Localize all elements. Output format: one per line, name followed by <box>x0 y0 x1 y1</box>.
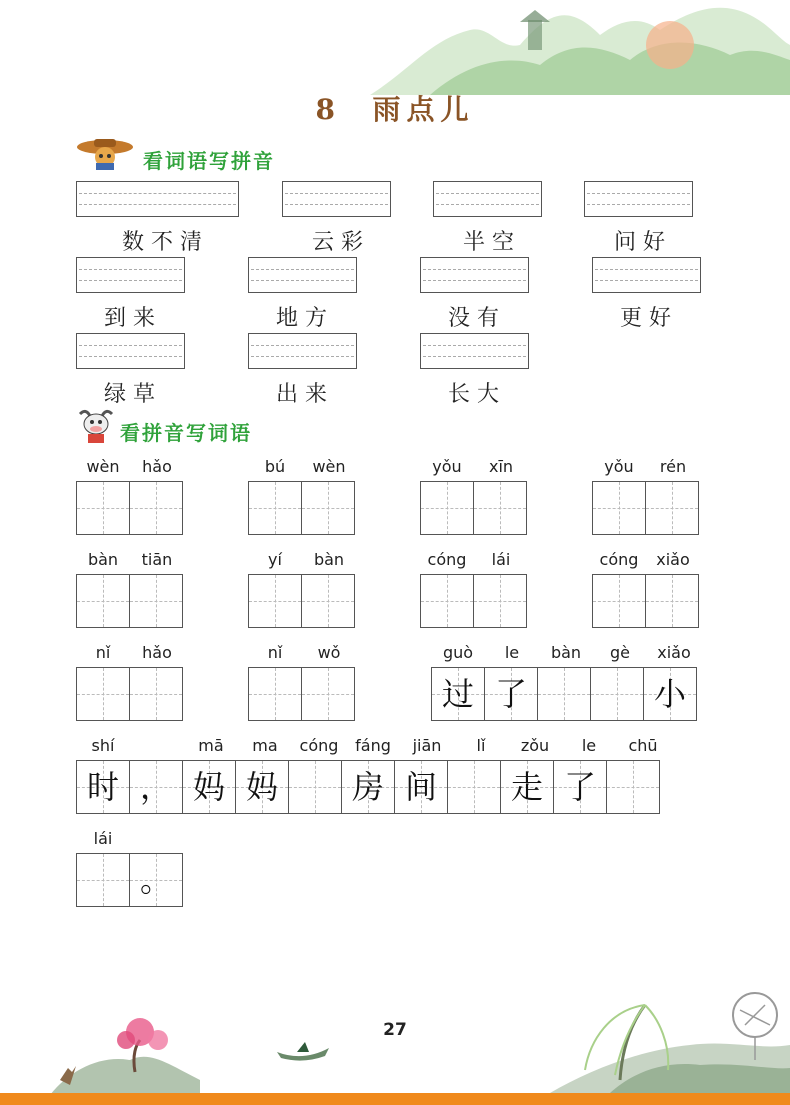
pinyin-answer-box[interactable] <box>248 257 357 293</box>
writing-grid <box>420 574 527 628</box>
section-title-write-words: 看拼音写词语 <box>120 421 252 445</box>
writing-cell[interactable] <box>645 574 699 628</box>
writing-grid <box>76 574 183 628</box>
writing-cell[interactable]: 房 <box>341 760 395 814</box>
pinyin-label: le <box>581 736 597 755</box>
pinyin-label: wèn <box>86 457 120 476</box>
word-label: 地 方 <box>276 306 327 331</box>
writing-grid <box>592 574 699 628</box>
pinyin-label: nǐ <box>267 643 283 662</box>
pinyin-label: hǎo <box>142 457 172 476</box>
writing-cell[interactable] <box>76 853 130 907</box>
pinyin-label: cóng <box>299 736 339 755</box>
writing-cell[interactable]: 妈 <box>235 760 289 814</box>
writing-cell[interactable]: 过 <box>431 667 485 721</box>
pinyin-answer-box[interactable] <box>584 181 693 217</box>
pinyin-answer-box[interactable] <box>282 181 391 217</box>
pinyin-answer-box[interactable] <box>76 333 185 369</box>
writing-cell[interactable] <box>129 667 183 721</box>
word-label: 绿 草 <box>104 382 155 407</box>
word-label: 数 不 清 <box>122 230 202 255</box>
pinyin-label: yí <box>268 550 282 569</box>
pinyin-label: bàn <box>87 550 119 569</box>
sentence-grid <box>431 667 697 721</box>
mascot-hat-icon <box>76 135 134 171</box>
pinyin-label: lǐ <box>476 736 486 755</box>
word-label: 到 来 <box>104 306 155 331</box>
writing-cell[interactable]: 小 <box>643 667 697 721</box>
writing-cell[interactable] <box>129 574 183 628</box>
mascot-cow-icon <box>76 408 116 444</box>
writing-cell[interactable] <box>473 574 527 628</box>
word-label: 没 有 <box>448 306 499 331</box>
pinyin-label: cóng <box>599 550 639 569</box>
pinyin-answer-box[interactable] <box>420 333 529 369</box>
writing-cell[interactable] <box>301 574 355 628</box>
writing-grid <box>592 481 699 535</box>
writing-cell[interactable]: 了 <box>484 667 538 721</box>
pinyin-label: tiān <box>141 550 173 569</box>
writing-cell[interactable] <box>592 481 646 535</box>
writing-cell[interactable] <box>590 667 644 721</box>
pinyin-label: wǒ <box>317 643 341 662</box>
writing-cell[interactable]: 妈 <box>182 760 236 814</box>
writing-cell[interactable] <box>248 667 302 721</box>
pinyin-label: mā <box>198 736 224 755</box>
pinyin-label: wèn <box>312 457 346 476</box>
writing-cell[interactable] <box>301 667 355 721</box>
pinyin-label: lái <box>491 550 511 569</box>
word-label: 问 好 <box>614 230 665 255</box>
writing-cell[interactable] <box>420 574 474 628</box>
writing-cell[interactable] <box>537 667 591 721</box>
sentence-grid <box>76 853 183 907</box>
writing-grid <box>76 481 183 535</box>
writing-cell[interactable]: 间 <box>394 760 448 814</box>
pinyin-label: xiǎo <box>656 550 690 569</box>
word-label: 云 彩 <box>312 230 363 255</box>
pinyin-answer-box[interactable] <box>76 257 185 293</box>
word-label: 长 大 <box>448 382 499 407</box>
pinyin-answer-box[interactable] <box>433 181 542 217</box>
writing-cell[interactable] <box>76 574 130 628</box>
writing-cell[interactable]: ， <box>129 760 183 814</box>
sentence-grid <box>76 760 660 814</box>
writing-cell[interactable]: 了 <box>553 760 607 814</box>
writing-cell[interactable] <box>301 481 355 535</box>
writing-grid <box>248 667 355 721</box>
section-title-write-pinyin: 看词语写拼音 <box>143 149 275 173</box>
writing-cell[interactable] <box>606 760 660 814</box>
page-number: 27 <box>383 1020 407 1040</box>
pinyin-label: le <box>504 643 520 662</box>
pinyin-label: lái <box>93 829 113 848</box>
writing-cell[interactable]: 时 <box>76 760 130 814</box>
pinyin-label: zǒu <box>520 736 550 755</box>
pinyin-label: bàn <box>313 550 345 569</box>
word-label: 更 好 <box>620 306 671 331</box>
pinyin-label: nǐ <box>95 643 111 662</box>
pinyin-label: yǒu <box>432 457 462 476</box>
writing-grid <box>248 574 355 628</box>
pinyin-label: shí <box>91 736 115 755</box>
word-label: 出 来 <box>276 382 327 407</box>
writing-grid <box>420 481 527 535</box>
pinyin-label: ma <box>252 736 278 755</box>
writing-cell[interactable] <box>645 481 699 535</box>
bottom-orange-bar <box>0 1093 790 1105</box>
boat-icon <box>275 1038 331 1064</box>
writing-cell[interactable] <box>473 481 527 535</box>
writing-cell[interactable]: 走 <box>500 760 554 814</box>
pinyin-answer-box[interactable] <box>592 257 701 293</box>
pinyin-label: fáng <box>355 736 391 755</box>
writing-cell[interactable] <box>248 574 302 628</box>
pinyin-label: bàn <box>550 643 582 662</box>
landscape-decoration-right <box>550 990 790 1093</box>
pinyin-label: gè <box>610 643 630 662</box>
pinyin-label: cóng <box>427 550 467 569</box>
pinyin-label: yǒu <box>604 457 634 476</box>
writing-cell[interactable] <box>248 481 302 535</box>
lesson-title: 8 雨点儿 <box>315 93 475 126</box>
pinyin-label: jiān <box>412 736 442 755</box>
writing-cell[interactable] <box>288 760 342 814</box>
writing-cell[interactable] <box>592 574 646 628</box>
writing-cell[interactable]: 。 <box>129 853 183 907</box>
pinyin-label: bú <box>264 457 286 476</box>
pinyin-label: chū <box>628 736 658 755</box>
pinyin-label: xīn <box>488 457 514 476</box>
pinyin-answer-box[interactable] <box>76 181 239 217</box>
writing-cell[interactable] <box>129 481 183 535</box>
pinyin-answer-box[interactable] <box>248 333 357 369</box>
writing-cell[interactable] <box>447 760 501 814</box>
writing-grid <box>248 481 355 535</box>
landscape-decoration-left <box>40 1010 200 1095</box>
pinyin-label: hǎo <box>142 643 172 662</box>
writing-cell[interactable] <box>76 667 130 721</box>
pinyin-label: rén <box>659 457 687 476</box>
pinyin-label: xiǎo <box>657 643 691 662</box>
writing-grid <box>76 667 183 721</box>
pinyin-label: guò <box>442 643 474 662</box>
pinyin-answer-box[interactable] <box>420 257 529 293</box>
writing-cell[interactable] <box>420 481 474 535</box>
writing-cell[interactable] <box>76 481 130 535</box>
mountain-decoration-top <box>370 0 790 95</box>
word-label: 半 空 <box>463 230 514 255</box>
